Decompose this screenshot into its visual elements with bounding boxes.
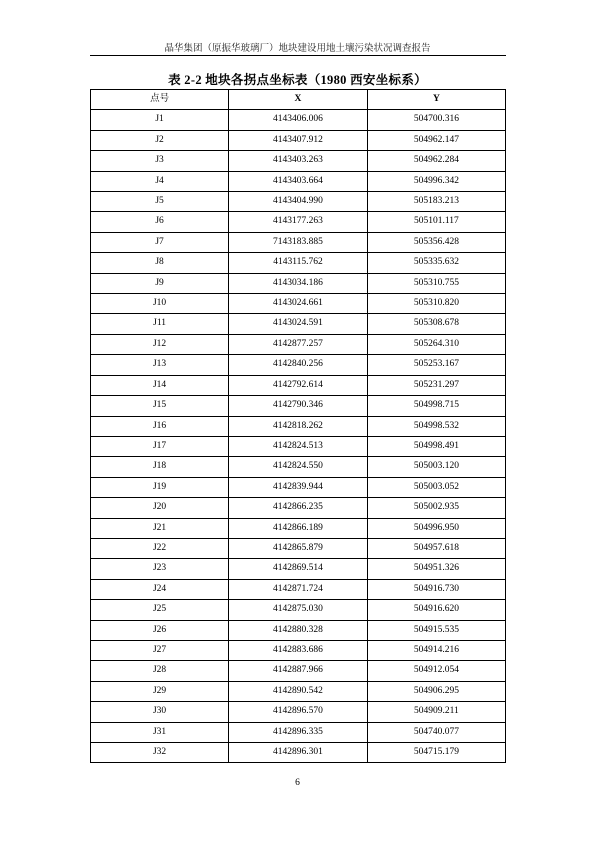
y-coordinate-cell: 504912.054: [367, 661, 505, 681]
table-row: [91, 273, 506, 293]
x-coordinate-cell: 4142818.262: [229, 416, 368, 436]
x-coordinate-cell: 4142792.614: [229, 375, 368, 395]
table-row: [91, 151, 506, 171]
y-coordinate-cell: 504951.326: [367, 559, 505, 579]
page-number: 6: [295, 778, 300, 788]
y-coordinate-cell: 504906.295: [367, 681, 505, 701]
point-id-cell: J9: [91, 273, 229, 293]
table-row: [91, 702, 506, 722]
column-header-x: X: [229, 90, 368, 110]
x-coordinate-cell: 4142839.944: [229, 477, 368, 497]
table-row: [91, 518, 506, 538]
x-coordinate-cell: 4143404.990: [229, 192, 368, 212]
y-coordinate-cell: 504915.535: [367, 620, 505, 640]
point-id-cell: J10: [91, 294, 229, 314]
x-coordinate-cell: 4143034.186: [229, 273, 368, 293]
point-id-cell: J16: [91, 416, 229, 436]
table-row: [91, 232, 506, 252]
table-row: [91, 457, 506, 477]
y-coordinate-cell: 505264.310: [367, 334, 505, 354]
x-coordinate-cell: 4142883.686: [229, 640, 368, 660]
point-id-cell: J29: [91, 681, 229, 701]
table-row: [91, 375, 506, 395]
x-coordinate-cell: 4142890.542: [229, 681, 368, 701]
y-coordinate-cell: 504715.179: [367, 743, 505, 763]
x-coordinate-cell: 4142840.256: [229, 355, 368, 375]
point-id-cell: J11: [91, 314, 229, 334]
point-id-cell: J3: [91, 151, 229, 171]
x-coordinate-cell: 4142790.346: [229, 396, 368, 416]
table-row: [91, 477, 506, 497]
x-coordinate-cell: 4142824.513: [229, 436, 368, 456]
x-coordinate-cell: 4142896.335: [229, 722, 368, 742]
y-coordinate-cell: 505310.820: [367, 294, 505, 314]
x-coordinate-cell: 4143406.006: [229, 110, 368, 130]
point-id-cell: J13: [91, 355, 229, 375]
x-coordinate-cell: 4143177.263: [229, 212, 368, 232]
running-header: 晶华集团（原振华玻璃厂）地块建设用地土壤污染状况调查报告: [164, 44, 431, 54]
point-id-cell: J8: [91, 253, 229, 273]
table-row: [91, 538, 506, 558]
table-header-row: [91, 90, 506, 110]
point-id-cell: J30: [91, 702, 229, 722]
table-row: [91, 640, 506, 660]
point-id-cell: J2: [91, 130, 229, 150]
x-coordinate-cell: 4142865.879: [229, 538, 368, 558]
y-coordinate-cell: 505003.120: [367, 457, 505, 477]
point-id-cell: J19: [91, 477, 229, 497]
point-id-cell: J4: [91, 171, 229, 191]
table-row: [91, 110, 506, 130]
x-coordinate-cell: 4142869.514: [229, 559, 368, 579]
x-coordinate-cell: 4142877.257: [229, 334, 368, 354]
point-id-cell: J22: [91, 538, 229, 558]
y-coordinate-cell: 505231.297: [367, 375, 505, 395]
x-coordinate-cell: 4142887.966: [229, 661, 368, 681]
point-id-cell: J7: [91, 232, 229, 252]
point-id-cell: J12: [91, 334, 229, 354]
y-coordinate-cell: 505356.428: [367, 232, 505, 252]
point-id-cell: J18: [91, 457, 229, 477]
point-id-cell: J31: [91, 722, 229, 742]
point-id-cell: J23: [91, 559, 229, 579]
x-coordinate-cell: 4142866.235: [229, 498, 368, 518]
y-coordinate-cell: 504957.618: [367, 538, 505, 558]
y-coordinate-cell: 504998.532: [367, 416, 505, 436]
x-coordinate-cell: 4142880.328: [229, 620, 368, 640]
x-coordinate-cell: 4142896.570: [229, 702, 368, 722]
y-coordinate-cell: 505308.678: [367, 314, 505, 334]
table-row: [91, 743, 506, 763]
y-coordinate-cell: 504998.715: [367, 396, 505, 416]
coordinate-table: [90, 89, 506, 763]
y-coordinate-cell: 505253.167: [367, 355, 505, 375]
point-id-cell: J1: [91, 110, 229, 130]
point-id-cell: J20: [91, 498, 229, 518]
y-coordinate-cell: 504996.342: [367, 171, 505, 191]
point-id-cell: J14: [91, 375, 229, 395]
x-coordinate-cell: 4143403.664: [229, 171, 368, 191]
x-coordinate-cell: 4142824.550: [229, 457, 368, 477]
table-row: [91, 498, 506, 518]
table-row: [91, 334, 506, 354]
table-row: [91, 579, 506, 599]
point-id-cell: J5: [91, 192, 229, 212]
y-coordinate-cell: 505335.632: [367, 253, 505, 273]
table-row: [91, 314, 506, 334]
header-rule: [90, 55, 506, 56]
table-row: [91, 681, 506, 701]
point-id-cell: J15: [91, 396, 229, 416]
x-coordinate-cell: 4143024.591: [229, 314, 368, 334]
table-row: [91, 212, 506, 232]
point-id-cell: J24: [91, 579, 229, 599]
table-row: [91, 436, 506, 456]
table-row: [91, 130, 506, 150]
x-coordinate-cell: 4143024.661: [229, 294, 368, 314]
point-id-cell: J25: [91, 600, 229, 620]
table-row: [91, 355, 506, 375]
table-row: [91, 559, 506, 579]
point-id-cell: J32: [91, 743, 229, 763]
y-coordinate-cell: 505183.213: [367, 192, 505, 212]
y-coordinate-cell: 505002.935: [367, 498, 505, 518]
table-caption: 表 2-2 地块各拐点坐标表（1980 西安坐标系）: [168, 73, 427, 87]
table-row: [91, 661, 506, 681]
column-header-point: 点号: [91, 90, 229, 110]
x-coordinate-cell: 7143183.885: [229, 232, 368, 252]
point-id-cell: J27: [91, 640, 229, 660]
table-row: [91, 171, 506, 191]
x-coordinate-cell: 4143407.912: [229, 130, 368, 150]
y-coordinate-cell: 504916.730: [367, 579, 505, 599]
point-id-cell: J26: [91, 620, 229, 640]
y-coordinate-cell: 504916.620: [367, 600, 505, 620]
x-coordinate-cell: 4142896.301: [229, 743, 368, 763]
y-coordinate-cell: 504996.950: [367, 518, 505, 538]
y-coordinate-cell: 504914.216: [367, 640, 505, 660]
table-row: [91, 600, 506, 620]
y-coordinate-cell: 505310.755: [367, 273, 505, 293]
y-coordinate-cell: 504962.147: [367, 130, 505, 150]
table-row: [91, 396, 506, 416]
table-row: [91, 722, 506, 742]
point-id-cell: J28: [91, 661, 229, 681]
point-id-cell: J17: [91, 436, 229, 456]
table-row: [91, 416, 506, 436]
column-header-y: Y: [367, 90, 505, 110]
table-row: [91, 294, 506, 314]
point-id-cell: J6: [91, 212, 229, 232]
y-coordinate-cell: 504962.284: [367, 151, 505, 171]
y-coordinate-cell: 505003.052: [367, 477, 505, 497]
x-coordinate-cell: 4143115.762: [229, 253, 368, 273]
table-body: [91, 110, 506, 763]
y-coordinate-cell: 505101.117: [367, 212, 505, 232]
table-row: [91, 253, 506, 273]
point-id-cell: J21: [91, 518, 229, 538]
y-coordinate-cell: 504740.077: [367, 722, 505, 742]
table-row: [91, 192, 506, 212]
y-coordinate-cell: 504998.491: [367, 436, 505, 456]
x-coordinate-cell: 4142866.189: [229, 518, 368, 538]
x-coordinate-cell: 4143403.263: [229, 151, 368, 171]
x-coordinate-cell: 4142871.724: [229, 579, 368, 599]
y-coordinate-cell: 504909.211: [367, 702, 505, 722]
table-row: [91, 620, 506, 640]
y-coordinate-cell: 504700.316: [367, 110, 505, 130]
x-coordinate-cell: 4142875.030: [229, 600, 368, 620]
